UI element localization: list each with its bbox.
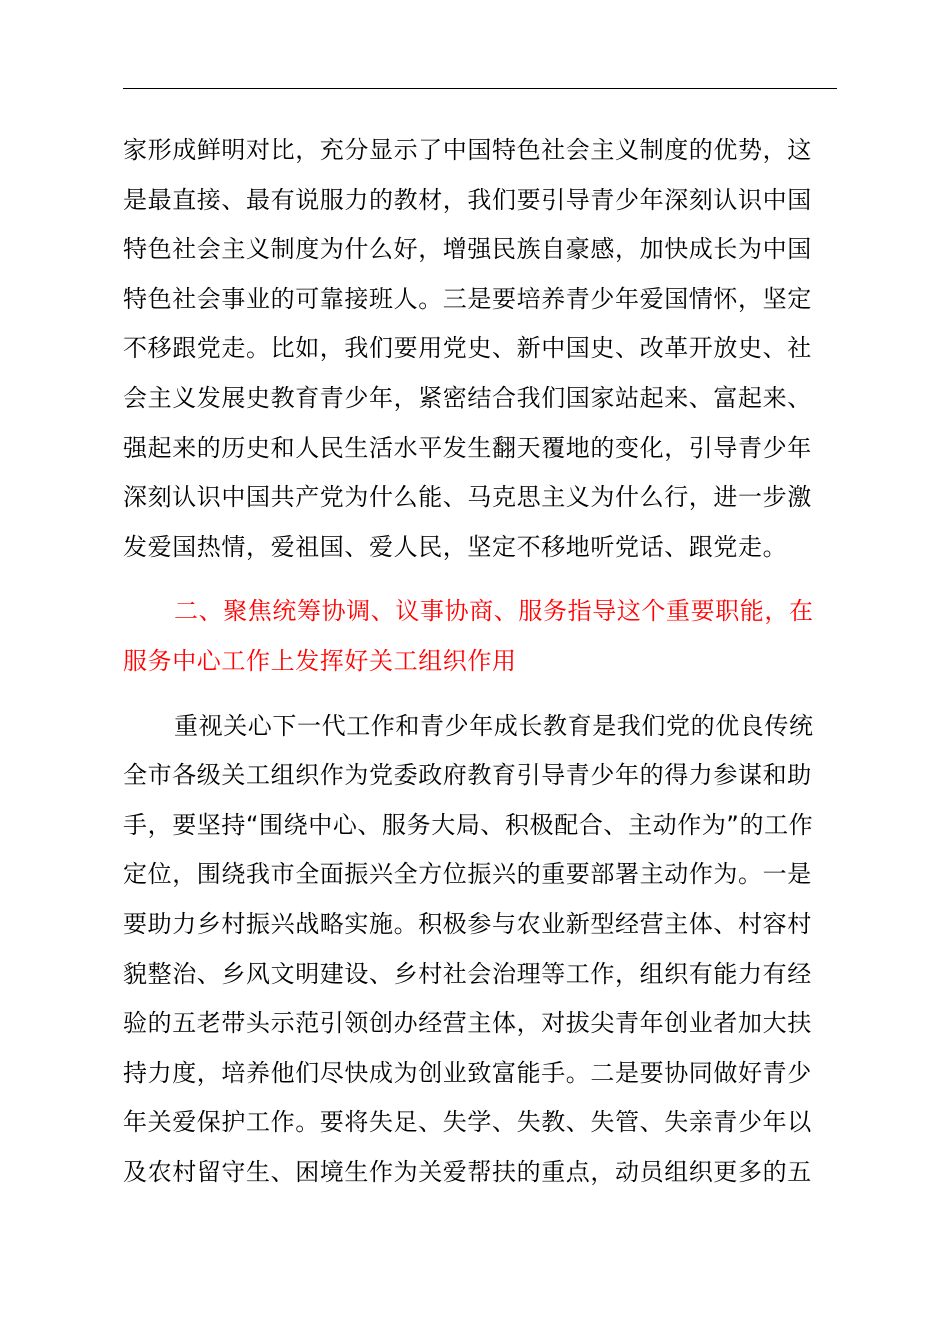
paragraph-spacer [123,572,837,587]
header-rule [123,88,837,89]
text-line: 特色社会事业的可靠接班人。三是要培养青少年爱国情怀，坚定 [123,284,812,313]
text-line: 是最直接、最有说服力的教材，我们要引导青少年深刻认识中国 [123,185,812,214]
document-body [123,126,837,1197]
text-line: 深刻认识中国共产党为什么能、马克思主义为什么行，进一步激 [123,483,812,512]
section-heading-2 [123,587,837,686]
heading-line: 服务中心工作上发挥好关工组织作用 [123,646,517,675]
paragraph-spacer [123,687,837,702]
heading-line: 二、聚焦统筹协调、议事协商、服务指导这个重要职能，在 [174,597,814,626]
text-line: 不移跟党走。比如，我们要用党史、新中国史、改革开放史、社 [123,334,812,363]
text-line: 重视关心下一代工作和青少年成长教育是我们党的优良传统 [174,711,814,740]
body-paragraph-2 [123,702,837,1198]
text-line: 验的五老带头示范引领创办经营主体，对拔尖青年创业者加大扶 [123,1009,812,1038]
text-line: 要助力乡村振兴战略实施。积极参与农业新型经营主体、村容村 [123,909,812,938]
text-line: 强起来的历史和人民生活水平发生翻天覆地的变化，引导青少年 [123,433,812,462]
text-line: 特色社会主义制度为什么好，增强民族自豪感，加快成长为中国 [123,235,812,264]
text-line: 会主义发展史教育青少年，紧密结合我们国家站起来、富起来、 [123,383,812,412]
text-line: 貌整治、乡风文明建设、乡村社会治理等工作，组织有能力有经 [123,959,812,988]
text-line: 发爱国热情，爱祖国、爱人民，坚定不移地听党话、跟党走。 [123,532,788,561]
text-line: 定位，围绕我市全面振兴全方位振兴的重要部署主动作为。一是 [123,860,812,889]
text-line: 全市各级关工组织作为党委政府教育引导青少年的得力参谋和助 [123,761,812,790]
text-line: 手，要坚持“围绕中心、服务大局、积极配合、主动作为”的工作 [123,810,814,839]
text-line: 家形成鲜明对比，充分显示了中国特色社会主义制度的优势，这 [123,136,812,164]
text-line: 及农村留守生、困境生作为关爱帮扶的重点，动员组织更多的五 [123,1157,812,1186]
text-line: 年关爱保护工作。要将失足、失学、失教、失管、失亲青少年以 [123,1108,812,1137]
text-line: 持力度，培养他们尽快成为创业致富能手。二是要协同做好青少 [123,1058,812,1087]
body-paragraph-1 [123,126,837,572]
